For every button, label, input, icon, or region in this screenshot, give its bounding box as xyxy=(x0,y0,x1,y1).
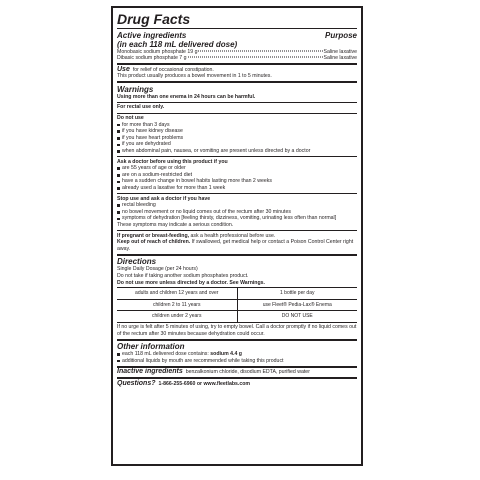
pregnancy-bold: If pregnant or breast-feeding, xyxy=(117,232,190,239)
list-item: when abdominal pain, nausea, or vomiting are present unless directed by a doctor xyxy=(117,148,357,155)
list-item: have a sudden change in bowel habits lasting more than 2 weeks xyxy=(117,178,357,185)
symptoms-note: These symptoms may indicate a serious condition. xyxy=(117,221,234,228)
list-item: are 55 years of age or older xyxy=(117,165,357,172)
drug-facts-label xyxy=(111,6,363,466)
inactive-text: benzalkonium chloride, disodium EDTA, purified water xyxy=(185,369,310,376)
active-ingredients-heading: Active ingredients xyxy=(117,30,187,40)
pregnancy-text: ask a health professional before use. xyxy=(190,232,276,239)
table-cell-who: children 2 to 11 years xyxy=(117,299,237,311)
list-item xyxy=(117,351,357,358)
page-title: Drug Facts xyxy=(117,11,191,27)
other-info-heading: Other information xyxy=(117,342,185,352)
questions-heading: Questions? xyxy=(117,379,156,387)
directions-line: Do not take if taking another sodium phosphates product. xyxy=(117,272,249,279)
directions-heading: Directions xyxy=(117,257,157,267)
active-ingredients-section xyxy=(117,29,357,63)
questions-contact: 1-866-255-6960 or www.fleetlabs.com xyxy=(158,380,251,387)
leader-dots xyxy=(188,57,323,58)
list-item: if you have heart problems xyxy=(117,135,357,142)
active-ingredients-subheading: (in each 118 mL delivered dose) xyxy=(117,39,238,49)
other-item-text: each 118 mL delivered dose contains: xyxy=(122,351,209,358)
inactive-heading: Inactive ingredients xyxy=(117,368,183,376)
inactive-section xyxy=(117,368,357,378)
do-not-use-heading: Do not use xyxy=(117,115,144,122)
table-row xyxy=(117,299,357,311)
children-bold: Keep out of reach of children. xyxy=(117,239,191,246)
ingredient-row xyxy=(117,49,357,56)
ingredient-purpose: Saline laxative xyxy=(323,55,357,62)
list-item: additional liquids by mouth are recommended while taking this product xyxy=(117,358,357,365)
table-row xyxy=(117,288,357,300)
table-row xyxy=(117,311,357,323)
active-heading-row xyxy=(117,31,357,40)
rectal-section xyxy=(117,103,357,113)
stop-use-heading: Stop use and ask a doctor if you have xyxy=(117,195,211,202)
other-info-section xyxy=(117,341,357,366)
pregnancy-warning xyxy=(117,233,357,240)
dosage-text: Single Daily Dosage (per 24 hours) xyxy=(117,266,198,273)
use-note: This product usually produces a bowel movement in 1 to 5 minutes. xyxy=(117,73,272,80)
pregnancy-children-section xyxy=(117,231,357,254)
list-item: if you are dehydrated xyxy=(117,141,357,148)
use-section xyxy=(117,65,357,81)
sodium-amount: sodium 4.4 g xyxy=(210,351,242,358)
do-not-use-section xyxy=(117,114,357,157)
list-item: no bowel movement or no liquid comes out of the rectum after 30 minutes xyxy=(117,209,357,216)
table-cell-who: adults and children 12 years and over xyxy=(117,288,237,300)
stop-use-section xyxy=(117,194,357,230)
enema-warning: Using more than one enema in 24 hours can be harmful. xyxy=(117,93,256,100)
inactive-line xyxy=(117,369,357,376)
table-cell-dose: 1 bottle per day xyxy=(237,288,357,300)
warnings-section xyxy=(117,83,357,102)
questions-section xyxy=(117,379,357,389)
dosage-table xyxy=(117,287,357,323)
use-heading: Use xyxy=(117,65,130,73)
purpose-heading: Purpose xyxy=(324,30,357,40)
questions-line xyxy=(117,381,357,388)
ask-doctor-heading: Ask a doctor before using this product if you xyxy=(117,158,228,165)
ingredient-row xyxy=(117,55,357,62)
list-item: already used a laxative for more than 1 week xyxy=(117,185,357,192)
warnings-heading: Warnings xyxy=(117,84,154,94)
other-info-list xyxy=(117,351,357,364)
table-cell-who: children under 2 years xyxy=(117,311,237,323)
list-item: if you have kidney disease xyxy=(117,128,357,135)
leader-dots xyxy=(198,50,322,51)
ingredient-name: Dibasic sodium phosphate 7 g xyxy=(117,55,187,62)
table-cell-dose: use Fleet® Pedia-Lax® Enema xyxy=(237,299,357,311)
use-line xyxy=(117,67,357,74)
do-not-use-list xyxy=(117,122,357,155)
ingredient-purpose: Saline laxative xyxy=(323,48,357,55)
directions-section xyxy=(117,256,357,339)
rectal-use-text: For rectal use only. xyxy=(117,104,165,111)
list-item: symptoms of dehydration [feeling thirsty, dizziness, vomiting, urinating less often than normal] xyxy=(117,215,357,222)
table-cell-dose: DO NOT USE xyxy=(237,311,357,323)
stop-use-list xyxy=(117,202,357,222)
ask-doctor-list xyxy=(117,165,357,191)
list-item: rectal bleeding xyxy=(117,202,357,209)
ask-doctor-section xyxy=(117,157,357,193)
children-text: If swallowed, get medical help or contact a Poison Control Center right away. xyxy=(117,239,354,252)
use-text: for relief of occasional constipation. xyxy=(132,66,214,73)
urge-note: If no urge is felt after 5 minutes of using, try to empty bowel. Call a doctor promptly if no liquid comes out of the rectum after 30 minutes because dehydration could occur. xyxy=(117,323,357,337)
directions-bold-line: Do not use more unless directed by a doctor. See Warnings. xyxy=(117,279,265,286)
children-warning xyxy=(117,239,357,252)
list-item: are on a sodium-restricted diet xyxy=(117,172,357,179)
ingredient-name: Monobasic sodium phosphate 19 g xyxy=(117,48,198,55)
list-item: for more than 3 days xyxy=(117,122,357,129)
